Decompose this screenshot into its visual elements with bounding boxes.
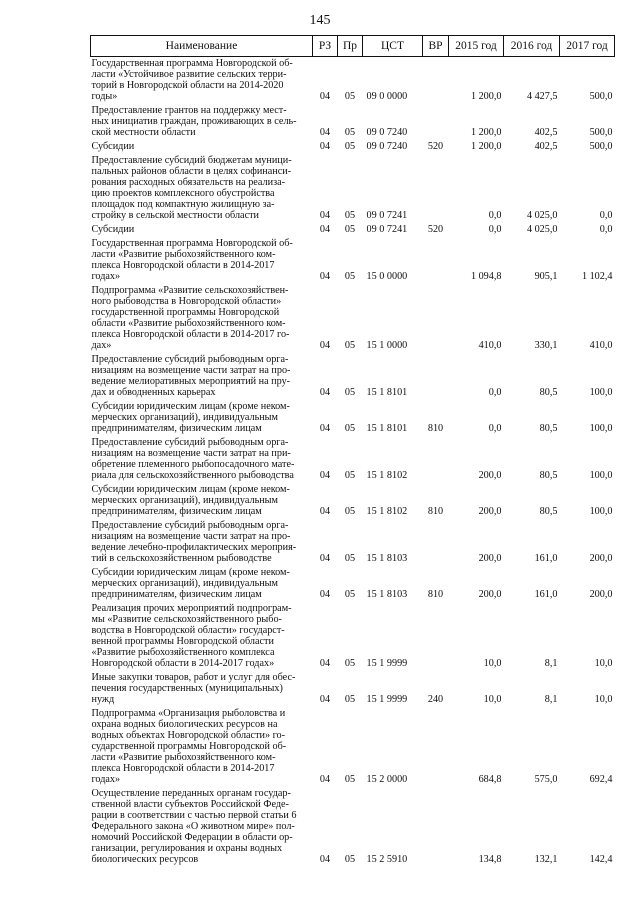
- name-line: обретение племенного рыбопосадочного мате-: [91, 459, 295, 470]
- table-row: [91, 154, 615, 223]
- table-row: [91, 140, 615, 154]
- table-row: [91, 519, 615, 566]
- cell-rz: 04: [319, 694, 331, 705]
- name-line: рации в соответствии с частью первой статьи 6: [91, 810, 297, 821]
- cell-cst: 15 1 8101: [366, 423, 408, 434]
- cell-2015: 0,0: [488, 387, 502, 398]
- name-line: Субсидии юридическим лицам (кроме неком-: [91, 567, 290, 578]
- cell-rz: 04: [319, 423, 331, 434]
- cell-2017: 200,0: [589, 589, 613, 600]
- name-line: Предоставление субсидий рыбоводным орга-: [91, 437, 289, 448]
- cell-2016: 4 025,0: [526, 210, 558, 221]
- cell-2016: 402,5: [534, 127, 558, 138]
- cell-pr: 05: [344, 210, 356, 221]
- name-line: ного рыбоводства в Новгородской области»: [91, 296, 282, 307]
- cell-name: [91, 436, 313, 483]
- cell-2017: 200,0: [589, 553, 613, 564]
- name-line: годы»: [91, 91, 118, 102]
- name-line: нужд: [91, 694, 115, 705]
- cell-2016: 8,1: [544, 658, 558, 669]
- name-line: пальных районов области в целях софинанси-: [91, 166, 292, 177]
- name-line: ведение мелиоративных мероприятий на пру-: [91, 376, 291, 387]
- cell-2017: 1 102,4: [581, 271, 613, 282]
- header-cst: ЦСТ: [363, 36, 423, 57]
- cell-cst: 09 0 0000: [366, 91, 408, 102]
- cell-2016: 80,5: [539, 470, 558, 481]
- name-line: Осуществление переданных органам государ-: [91, 788, 291, 799]
- table-row: [91, 707, 615, 787]
- name-line: предпринимателям, физическим лицам: [91, 506, 262, 517]
- cell-vr: [423, 154, 449, 223]
- cell-2016: 4 025,0: [526, 224, 558, 235]
- name-line: ственной власти субъектов Российской Феде-: [91, 799, 289, 810]
- table-row: [91, 483, 615, 519]
- name-line: мерческих организаций), индивидуальным: [91, 578, 278, 589]
- cell-2015: 10,0: [483, 694, 502, 705]
- cell-pr: 05: [344, 340, 356, 351]
- cell-vr: 520: [427, 141, 444, 152]
- cell-2015: 0,0: [488, 423, 502, 434]
- cell-rz: 04: [319, 854, 331, 865]
- name-line: ласти «Устойчивое развитие сельских терри-: [91, 69, 287, 80]
- cell-vr: [423, 57, 449, 105]
- name-line: плекса Новгородской области в 2014-2017: [91, 763, 275, 774]
- cell-2017: 100,0: [589, 423, 613, 434]
- cell-pr: 05: [344, 553, 356, 564]
- cell-rz: 04: [319, 658, 331, 669]
- cell-2017: 0,0: [599, 224, 613, 235]
- cell-vr: 810: [427, 423, 444, 434]
- cell-rz: 04: [319, 506, 331, 517]
- name-line: ской местности области: [91, 127, 196, 138]
- cell-rz: 04: [319, 127, 331, 138]
- cell-cst: 15 1 8102: [366, 470, 408, 481]
- cell-2015: 1 200,0: [470, 141, 502, 152]
- cell-2016: 330,1: [534, 340, 558, 351]
- cell-2016: 905,1: [534, 271, 558, 282]
- page-number: 145: [309, 13, 331, 28]
- cell-pr: 05: [344, 854, 356, 865]
- name-line: водных объектах Новгородской области» го-: [91, 730, 286, 741]
- cell-name: [91, 483, 313, 519]
- table-row: [91, 223, 615, 237]
- cell-name: [91, 57, 313, 105]
- cell-2017: 0,0: [599, 210, 613, 221]
- cell-pr: 05: [344, 224, 356, 235]
- cell-cst: 09 0 7240: [366, 141, 408, 152]
- cell-cst: 15 1 8101: [366, 387, 408, 398]
- name-line: биологических ресурсов: [91, 854, 199, 865]
- cell-cst: 09 0 7241: [366, 224, 408, 235]
- name-line: низациям на возмещение части затрат на про-: [91, 531, 291, 542]
- cell-name: [91, 566, 313, 602]
- cell-2017: 142,4: [589, 854, 613, 865]
- cell-rz: 04: [319, 271, 331, 282]
- cell-name: [91, 602, 313, 671]
- cell-name: [91, 707, 313, 787]
- cell-rz: 04: [319, 141, 331, 152]
- cell-2015: 10,0: [483, 658, 502, 669]
- cell-2017: 100,0: [589, 506, 613, 517]
- cell-name: [91, 787, 313, 867]
- cell-cst: 15 0 0000: [366, 271, 408, 282]
- name-line: мерческих организаций), индивидуальным: [91, 412, 278, 423]
- table-row: [91, 400, 615, 436]
- table-row: [91, 284, 615, 353]
- cell-rz: 04: [319, 774, 331, 785]
- name-line: ведение лечебно-профилактических мероприя-: [91, 542, 297, 553]
- cell-cst: 15 2 0000: [366, 774, 408, 785]
- cell-cst: 09 0 7241: [366, 210, 408, 221]
- header-vr: ВР: [423, 36, 449, 57]
- cell-2016: 161,0: [534, 589, 558, 600]
- cell-2017: 10,0: [594, 694, 613, 705]
- name-line: дах»: [91, 340, 112, 351]
- cell-vr: 240: [427, 694, 444, 705]
- cell-vr: [423, 237, 449, 284]
- name-line: цию проектов комплексного обустройства: [91, 188, 275, 199]
- cell-name: [91, 140, 313, 154]
- cell-pr: 05: [344, 589, 356, 600]
- cell-vr: 810: [427, 589, 444, 600]
- table-row: [91, 602, 615, 671]
- cell-name: [91, 400, 313, 436]
- cell-rz: 04: [319, 340, 331, 351]
- table-row: [91, 57, 615, 105]
- header-2017: 2017 год: [560, 36, 615, 57]
- header-pr: Пр: [338, 36, 363, 57]
- name-line: Предоставление субсидий бюджетам муници-: [91, 155, 292, 166]
- name-line: области «Развитие рыбохозяйственного ком-: [91, 318, 286, 329]
- name-line: предпринимателям, физическим лицам: [91, 423, 262, 434]
- cell-pr: 05: [344, 506, 356, 517]
- name-line: Предоставление грантов на поддержку мест-: [91, 105, 287, 116]
- name-line: Субсидии: [91, 141, 135, 152]
- cell-pr: 05: [344, 774, 356, 785]
- cell-name: [91, 223, 313, 237]
- name-line: ганизации, регулирования и охраны водных: [91, 843, 283, 854]
- cell-cst: 15 1 8102: [366, 506, 408, 517]
- cell-cst: 15 1 9999: [366, 694, 408, 705]
- cell-2015: 1 200,0: [470, 91, 502, 102]
- cell-2017: 410,0: [589, 340, 613, 351]
- name-line: номочий Российской Федерации в области ор-: [91, 832, 293, 843]
- name-line: мы «Развитие сельскохозяйственного рыбо-: [91, 614, 282, 625]
- name-line: Государственная программа Новгородской об-: [91, 238, 293, 249]
- table-row: [91, 787, 615, 867]
- name-line: предпринимателям, физическим лицам: [91, 589, 262, 600]
- name-line: «Развитие рыбохозяйственного комплекса: [91, 647, 275, 658]
- table-row: [91, 237, 615, 284]
- cell-2017: 500,0: [589, 141, 613, 152]
- name-line: низациям на возмещение части затрат на при-: [91, 448, 291, 459]
- cell-rz: 04: [319, 553, 331, 564]
- name-line: охрана водных биологических ресурсов на: [91, 719, 278, 730]
- cell-cst: 15 1 8103: [366, 553, 408, 564]
- cell-cst: 15 2 5910: [366, 854, 408, 865]
- name-line: венной программы Новгородской области: [91, 636, 274, 647]
- cell-pr: 05: [344, 387, 356, 398]
- cell-2016: 402,5: [534, 141, 558, 152]
- name-line: сударственной программы Новгородской об-: [91, 741, 287, 752]
- table-row: [91, 353, 615, 400]
- cell-rz: 04: [319, 387, 331, 398]
- name-line: площадок под компактную жилищную за-: [91, 199, 275, 210]
- cell-vr: [423, 284, 449, 353]
- name-line: Субсидии юридическим лицам (кроме неком-: [91, 484, 290, 495]
- cell-2016: 80,5: [539, 387, 558, 398]
- cell-name: [91, 284, 313, 353]
- cell-vr: [423, 707, 449, 787]
- table-row: [91, 104, 615, 140]
- name-line: низациям на возмещение части затрат на про-: [91, 365, 291, 376]
- cell-vr: 810: [427, 506, 444, 517]
- cell-pr: 05: [344, 127, 356, 138]
- cell-rz: 04: [319, 589, 331, 600]
- name-line: мерческих организаций), индивидуальным: [91, 495, 278, 506]
- name-line: печения государственных (муниципальных): [91, 683, 283, 694]
- table-header-row: [91, 36, 615, 57]
- cell-vr: [423, 602, 449, 671]
- cell-2016: 575,0: [534, 774, 558, 785]
- cell-2015: 200,0: [478, 589, 502, 600]
- cell-2017: 100,0: [589, 470, 613, 481]
- cell-vr: [423, 519, 449, 566]
- header-rz: РЗ: [313, 36, 338, 57]
- cell-name: [91, 353, 313, 400]
- header-name: Наименование: [91, 36, 313, 57]
- table-row: [91, 671, 615, 707]
- cell-rz: 04: [319, 224, 331, 235]
- cell-name: [91, 519, 313, 566]
- cell-cst: 15 1 8103: [366, 589, 408, 600]
- cell-vr: [423, 104, 449, 140]
- cell-name: [91, 671, 313, 707]
- name-line: ных инициатив граждан, проживающих в сель-: [91, 116, 297, 127]
- cell-2015: 134,8: [478, 854, 502, 865]
- header-2016: 2016 год: [504, 36, 560, 57]
- cell-vr: [423, 353, 449, 400]
- name-line: Предоставление субсидий рыбоводным орга-: [91, 520, 289, 531]
- name-line: государственной программы Новгородской: [91, 307, 280, 318]
- cell-2015: 1 094,8: [470, 271, 502, 282]
- name-line: Подпрограмма «Организация рыболовства и: [91, 708, 286, 719]
- name-line: годах»: [91, 271, 121, 282]
- cell-pr: 05: [344, 658, 356, 669]
- cell-pr: 05: [344, 694, 356, 705]
- name-line: водства в Новгородской области» государст-: [91, 625, 285, 636]
- cell-cst: 15 1 9999: [366, 658, 408, 669]
- name-line: торий в Новгородской области на 2014-2020: [91, 80, 284, 91]
- name-line: Подпрограмма «Развитие сельскохозяйствен-: [91, 285, 289, 296]
- cell-cst: 15 1 0000: [366, 340, 408, 351]
- cell-rz: 04: [319, 470, 331, 481]
- cell-2016: 132,1: [534, 854, 558, 865]
- cell-2015: 200,0: [478, 506, 502, 517]
- name-line: ласти «Развитие рыбохозяйственного ком-: [91, 249, 276, 260]
- name-line: ласти «Развитие рыбохозяйственного ком-: [91, 752, 276, 763]
- name-line: плекса Новгородской области в 2014-2017: [91, 260, 275, 271]
- name-line: стройку в сельской местности области: [91, 210, 260, 221]
- name-line: дах и обводненных карьерах: [91, 387, 216, 398]
- cell-2017: 692,4: [589, 774, 613, 785]
- cell-name: [91, 104, 313, 140]
- cell-2016: 80,5: [539, 506, 558, 517]
- cell-vr: [423, 436, 449, 483]
- name-line: Предоставление субсидий рыбоводным орга-: [91, 354, 289, 365]
- cell-2015: 0,0: [488, 224, 502, 235]
- name-line: Государственная программа Новгородской об-: [91, 58, 293, 69]
- name-line: Субсидии: [91, 224, 135, 235]
- name-line: плекса Новгородской области в 2014-2017 го-: [91, 329, 290, 340]
- cell-pr: 05: [344, 470, 356, 481]
- cell-2015: 200,0: [478, 553, 502, 564]
- table-row: [91, 566, 615, 602]
- cell-2016: 8,1: [544, 694, 558, 705]
- cell-name: [91, 154, 313, 223]
- table-row: [91, 436, 615, 483]
- cell-2015: 200,0: [478, 470, 502, 481]
- cell-2015: 410,0: [478, 340, 502, 351]
- table-body: [91, 57, 615, 868]
- cell-cst: 09 0 7240: [366, 127, 408, 138]
- header-2015: 2015 год: [449, 36, 504, 57]
- name-line: риала для сельскохозяйственного рыбоводства: [91, 470, 294, 481]
- cell-pr: 05: [344, 91, 356, 102]
- cell-rz: 04: [319, 210, 331, 221]
- cell-rz: 04: [319, 91, 331, 102]
- cell-vr: [423, 787, 449, 867]
- name-line: Иные закупки товаров, работ и услуг для обес-: [91, 672, 296, 683]
- name-line: Реализация прочих мероприятий подпрограм-: [91, 603, 292, 614]
- cell-2017: 10,0: [594, 658, 613, 669]
- cell-2015: 684,8: [478, 774, 502, 785]
- cell-2016: 161,0: [534, 553, 558, 564]
- name-line: годах»: [91, 774, 121, 785]
- cell-2016: 4 427,5: [526, 91, 558, 102]
- cell-2017: 500,0: [589, 127, 613, 138]
- cell-name: [91, 237, 313, 284]
- cell-2017: 100,0: [589, 387, 613, 398]
- name-line: Субсидии юридическим лицам (кроме неком-: [91, 401, 290, 412]
- cell-2017: 500,0: [589, 91, 613, 102]
- name-line: Новгородской области в 2014-2017 годах»: [91, 658, 275, 669]
- name-line: тий в сельскохозяйственном рыбоводстве: [91, 553, 272, 564]
- name-line: Федерального закона «О животном мире» пол-: [91, 821, 295, 832]
- cell-vr: 520: [427, 224, 444, 235]
- cell-2015: 1 200,0: [470, 127, 502, 138]
- cell-pr: 05: [344, 141, 356, 152]
- cell-pr: 05: [344, 423, 356, 434]
- cell-2016: 80,5: [539, 423, 558, 434]
- name-line: рования расходных обязательств на реализа-: [91, 177, 286, 188]
- cell-2015: 0,0: [488, 210, 502, 221]
- budget-table: [90, 35, 615, 867]
- cell-pr: 05: [344, 271, 356, 282]
